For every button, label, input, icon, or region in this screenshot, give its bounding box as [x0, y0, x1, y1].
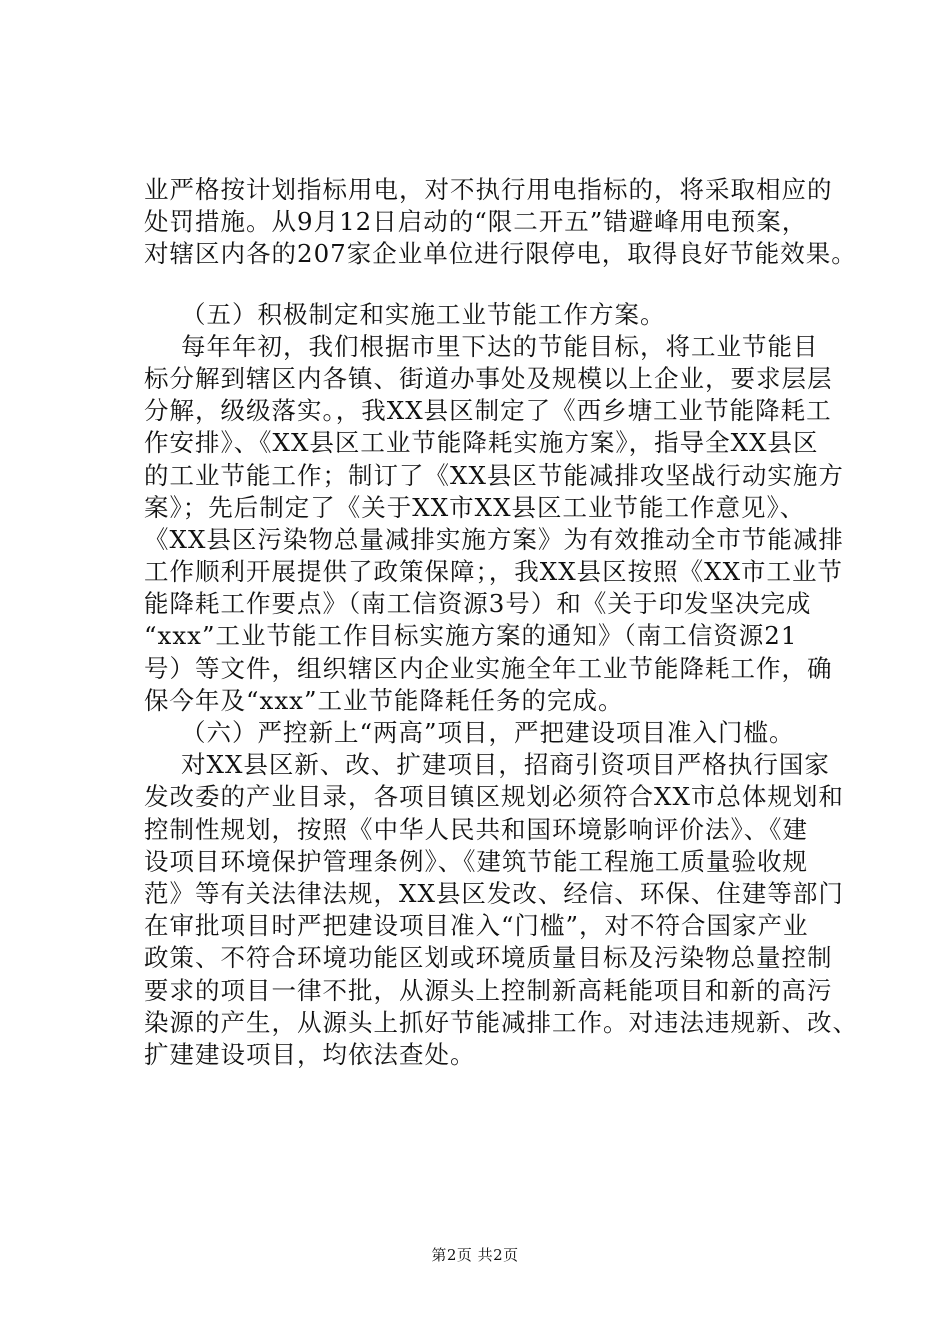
text-line: 对辖区内各的207家企业单位进行限停电，取得良好节能效果。	[144, 239, 857, 269]
paragraph-gap	[144, 271, 852, 299]
document-body	[144, 174, 858, 1071]
text-line: 对XX县区新、改、扩建项目，招商引资项目严格执行国家	[181, 750, 830, 780]
text-line: 扩建建设项目，均依法查处。	[144, 1039, 476, 1069]
text-line: 的工业节能工作；制订了《XX县区节能减排攻坚战行动实施方	[144, 460, 844, 490]
section-heading-5: （五）积极制定和实施工业节能工作方案。	[181, 299, 666, 329]
text-line: 每年年初，我们根据市里下达的节能目标，将工业节能目	[181, 331, 819, 361]
text-line: 处罚措施。从9月12日启动的“限二开五”错避峰用电预案，	[144, 207, 808, 237]
text-line: 设项目环境保护管理条例》、《建筑节能工程施工质量验收规	[144, 846, 808, 876]
text-line: 《XX县区污染物总量减排实施方案》为有效推动全市节能减排	[144, 524, 844, 554]
text-line: 案》；先后制定了《关于XX市XX县区工业节能工作意见》、	[144, 492, 806, 522]
text-line: 染源的产生，从源头上抓好节能减排工作。对违法违规新、改、	[144, 1007, 858, 1037]
text-line: 发改委的产业目录，各项目镇区规划必须符合XX市总体规划和	[144, 782, 844, 812]
text-line: “xxx”工业节能工作目标实施方案的通知》（南工信资源21	[144, 621, 798, 651]
text-line: 标分解到辖区内各镇、街道办事处及规模以上企业，要求层层	[144, 363, 833, 393]
text-line: 作安排》、《XX县区工业节能降耗实施方案》，指导全XX县区	[144, 428, 819, 458]
text-line: 在审批项目时严把建设项目准入“门槛”，对不符合国家产业	[144, 911, 809, 941]
text-line: 号）等文件，组织辖区内企业实施全年工业节能降耗工作，确	[144, 653, 833, 683]
text-line: 范》等有关法律法规，XX县区发改、经信、环保、住建等部门	[144, 878, 844, 908]
text-line: 分解，级级落实。，我XX县区制定了《西乡塘工业节能降耗工	[144, 396, 832, 426]
text-line: 业严格按计划指标用电，对不执行用电指标的，将采取相应的	[144, 175, 833, 204]
section-heading-6: （六）严控新上“两高”项目，严把建设项目准入门槛。	[181, 718, 795, 747]
text-line: 政策、不符合环境功能区划或环境质量目标及污染物总量控制	[144, 943, 833, 973]
text-line: 控制性规划，按照《中华人民共和国环境影响评价法》、《建	[144, 814, 808, 844]
text-line: 要求的项目一律不批，从源头上控制新高耗能项目和新的高污	[144, 975, 833, 1005]
page-number-footer: 第2页 共2页	[431, 1246, 519, 1264]
text-line: 工作顺利开展提供了政策保障；，我XX县区按照《XX市工业节	[144, 557, 844, 587]
text-line: 能降耗工作要点》（南工信资源3号）和《关于印发坚决完成	[144, 589, 812, 619]
text-line: 保今年及“xxx”工业节能降耗任务的完成。	[144, 685, 624, 715]
